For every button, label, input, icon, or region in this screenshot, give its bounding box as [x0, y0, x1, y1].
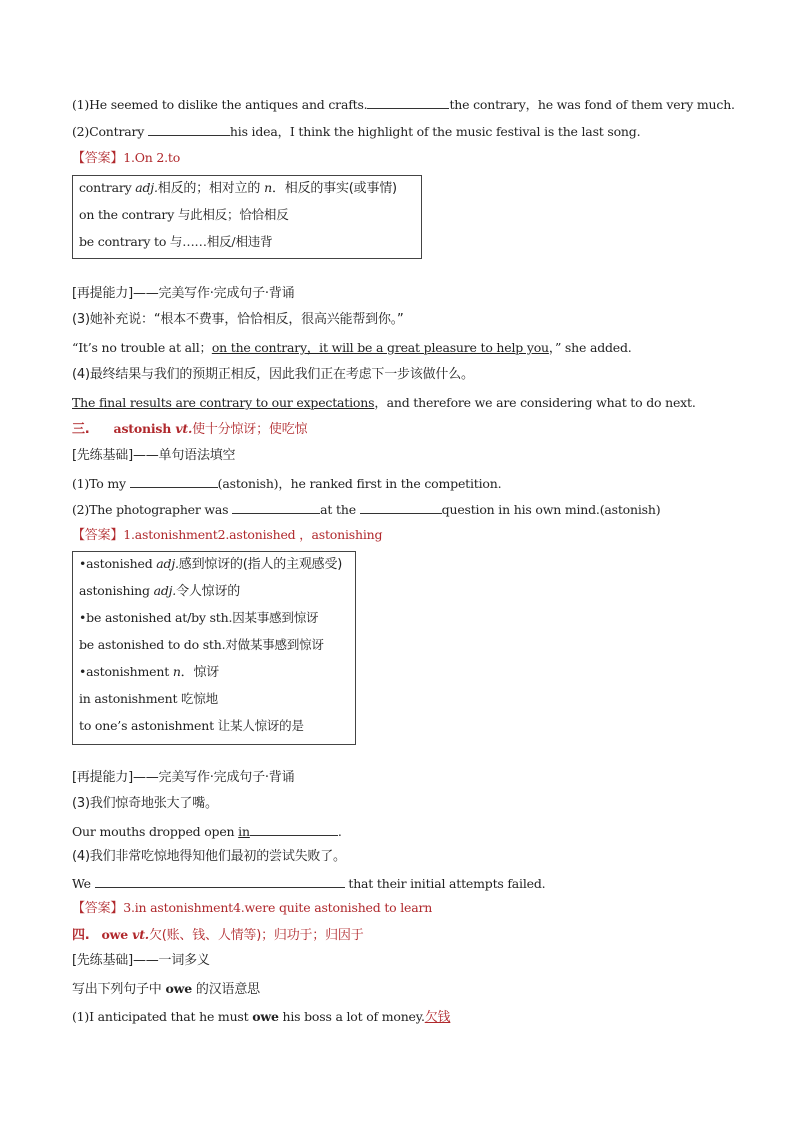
astonish-q4-english: We that their initial attempts failed.: [72, 876, 546, 891]
filled-answer: The final results are contrary to our expectations: [72, 395, 375, 410]
astonish-vocab-box: [72, 551, 356, 745]
practice-label: [先练基础]——单句语法填空: [72, 448, 236, 463]
answer-label: 【答案】: [72, 528, 124, 543]
question-text: (2)Contrary: [72, 124, 148, 139]
contrary-q4-chinese: (4)最终结果与我们的预期正相反，因此我们正在考虑下一步该做什么。: [72, 367, 474, 382]
answer-blank[interactable]: [360, 500, 442, 514]
owe-heading: 四. owe vt.欠(账、钱、人情等)；归功于；归因于: [72, 927, 364, 943]
vocab-row: in astonishment 吃惊地: [79, 691, 218, 706]
answer-blank[interactable]: [367, 95, 449, 109]
answer-blank[interactable]: [130, 474, 218, 488]
contrary-q4-english: The final results are contrary to our expectations，and therefore we are considering what to do next.: [72, 395, 696, 410]
vocab-row: contrary adj.相反的；相对立的 n．相反的事实(或事情): [79, 180, 397, 196]
astonish-answer-2: [72, 899, 432, 918]
vocab-row: on the contrary 与此相反；恰恰相反: [79, 207, 289, 222]
vocab-row: •astonishment n．惊讶: [79, 664, 220, 680]
astonish-question-1: (1)To my (astonish)，he ranked first in the competition.: [72, 476, 502, 491]
contrary-q3-chinese: (3)她补充说：“根本不费事，恰恰相反，很高兴能帮到你。”: [72, 312, 404, 327]
astonish-answer: [72, 526, 382, 545]
contrary-question-2: [72, 122, 640, 141]
answer-label: 【答案】: [72, 901, 124, 916]
astonish-heading: 三. astonish vt.使十分惊讶；使吃惊: [72, 421, 308, 437]
question-text: his idea，I think the highlight of the music festival is the last song.: [229, 124, 641, 139]
filled-answer: 欠钱: [424, 1010, 451, 1025]
owe-question-1: (1)I anticipated that he must owe his boss a lot of money.欠钱: [72, 1009, 451, 1025]
vocab-row: •astonished adj.感到惊讶的(指人的主观感受): [79, 556, 343, 572]
answer-blank[interactable]: [95, 874, 345, 888]
answer-text: 1.astonishment2.astonished ，astonishing: [123, 527, 383, 542]
answer-blank[interactable]: [250, 822, 338, 836]
vocab-row: •be astonished at/by sth.因某事感到惊讶: [79, 610, 319, 625]
vocab-row: be contrary to 与……相反/相违背: [79, 234, 273, 249]
improve-label: [再提能力]——完美写作·完成句子·背诵: [72, 286, 295, 301]
answer-blank[interactable]: [148, 122, 230, 136]
contrary-answer: [72, 149, 180, 168]
contrary-question-1: [72, 95, 735, 114]
improve-label: [再提能力]——完美写作·完成句子·背诵: [72, 770, 295, 785]
astonish-q3-chinese: (3)我们惊奇地张大了嘴。: [72, 796, 218, 811]
owe-instruction: 写出下列句子中 owe 的汉语意思: [72, 981, 260, 997]
contrary-q3-english: “It’s no trouble at all；on the contrary，it will be a great pleasure to help you，” she added.: [72, 340, 632, 355]
answer-text: 1.On 2.to: [123, 150, 181, 165]
vocab-row: to one’s astonishment 让某人惊讶的是: [79, 718, 304, 733]
astonish-q3-english: Our mouths dropped open in .: [72, 824, 342, 839]
answer-blank[interactable]: [232, 500, 320, 514]
contrary-vocab-box: [72, 175, 422, 259]
answer-text: 3.in astonishment4.were quite astonished to learn: [123, 900, 433, 915]
question-text: (1)He seemed to dislike the antiques and crafts.: [72, 97, 368, 112]
answer-label: 【答案】: [72, 151, 124, 166]
astonish-q4-chinese: (4)我们非常吃惊地得知他们最初的尝试失败了。: [72, 849, 346, 864]
vocab-row: astonishing adj.令人惊讶的: [79, 583, 241, 599]
question-text: the contrary，he was fond of them very much.: [449, 97, 735, 112]
filled-answer: on the contrary，it will be a great pleasure to help you: [211, 340, 549, 355]
astonish-question-2: (2)The photographer was at the question in his own mind.(astonish): [72, 502, 661, 517]
filled-answer: in: [238, 824, 250, 839]
practice-label: [先练基础]——一词多义: [72, 953, 210, 968]
vocab-row: be astonished to do sth.对做某事感到惊讶: [79, 637, 324, 652]
